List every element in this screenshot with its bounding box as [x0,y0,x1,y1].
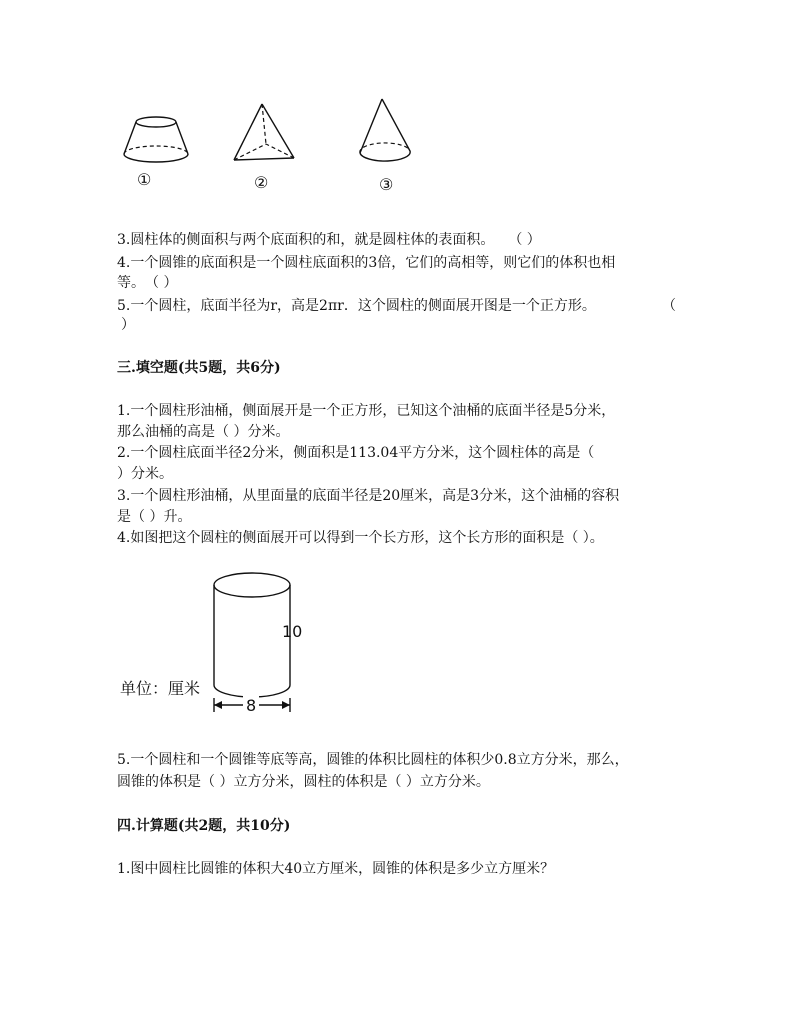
fill-question-1-line1: 1.一个圆柱形油桶，侧面展开是一个正方形，已知这个油桶的底面半径是5分米， [117,403,616,419]
fill-question-1-line2: 那么油桶的高是（ ）分米。 [117,424,290,440]
cylinder-unit-label: 单位：厘米 [120,679,201,698]
judge-question-5-line1: 5.一个圆柱，底面半径为r，高是2πr．这个圆柱的侧面展开图是一个正方形。 [117,298,596,314]
judge-question-5-paren-open: （ [662,298,676,314]
fill-question-5-line1: 5.一个圆柱和一个圆锥等底等高，圆锥的体积比圆柱的体积少0.8立方分米，那么， [117,752,629,768]
cylinder-figure [205,565,325,715]
fill-question-3-line2: 是（ ）升。 [117,509,192,525]
judge-question-4-line1: 4.一个圆锥的底面积是一个圆柱底面积的3倍，它们的高相等，则它们的体积也相 [117,255,616,271]
fill-question-2-line1: 2.一个圆柱底面半径2分米，侧面积是113.04平方分米，这个圆柱体的高是（ [117,445,595,461]
cylinder-diameter-label: 8 [243,696,259,715]
section-4-title: 四.计算题(共2题，共10分) [117,818,291,834]
judge-question-5-line2: ） [121,317,135,333]
pyramid-figure [228,100,308,170]
fill-question-2-line2: ）分米。 [117,466,173,482]
fill-question-4: 4.如图把这个圆柱的侧面展开可以得到一个长方形，这个长方形的面积是（ ）。 [117,530,604,546]
frustum-figure [118,110,198,170]
fill-question-5-line2: 圆锥的体积是（ ）立方分米，圆柱的体积是（ ）立方分米。 [117,774,490,790]
figure-label-2: ② [254,173,269,192]
figure-label-1: ① [137,170,152,189]
section-3-title: 三.填空题(共5题，共6分) [117,360,281,376]
cone-figure [352,95,422,175]
judge-question-3: 3.圆柱体的侧面积与两个底面积的和，就是圆柱体的表面积。 （ ） [117,232,541,248]
cylinder-height-label: 10 [282,622,303,641]
calc-question-1: 1.图中圆柱比圆锥的体积大40立方厘米，圆锥的体积是多少立方厘米？ [117,861,555,877]
fill-question-3-line1: 3.一个圆柱形油桶，从里面量的底面半径是20厘米，高是3分米，这个油桶的容积 [117,488,620,504]
judge-question-4-line2: 等。 （ ） [117,275,178,291]
figure-label-3: ③ [379,175,394,194]
